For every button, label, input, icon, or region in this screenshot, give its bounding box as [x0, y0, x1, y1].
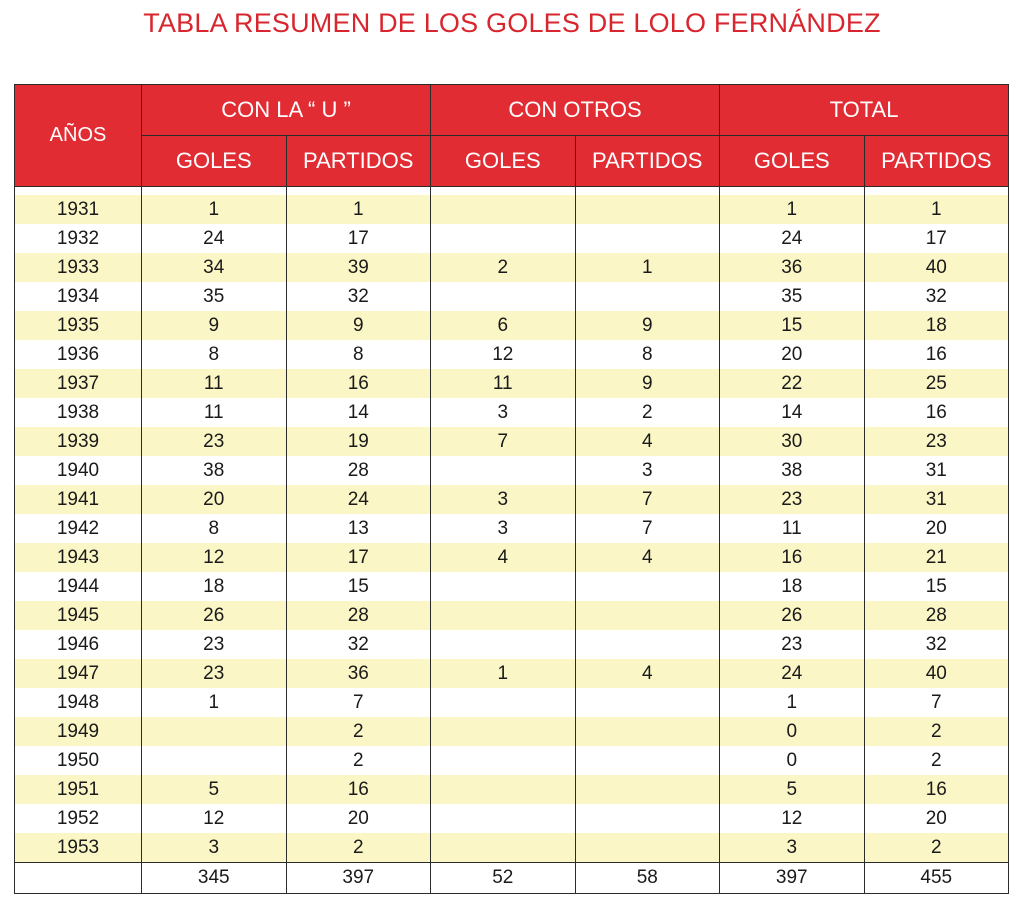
other-goals-cell: 7	[431, 427, 576, 456]
other-matches-cell: 8	[575, 340, 720, 369]
table-row	[15, 543, 1009, 572]
total-matches-cell: 15	[864, 572, 1009, 601]
total-goals-cell: 15	[720, 311, 865, 340]
u-goals-cell: 38	[142, 456, 287, 485]
u-goals-cell: 1	[142, 688, 287, 717]
column-header-matches: PARTIDOS	[864, 136, 1009, 187]
total-goals-cell: 1	[720, 195, 865, 224]
year-cell: 1935	[15, 311, 142, 340]
table-row	[15, 717, 1009, 746]
total-goals-cell: 3	[720, 833, 865, 863]
u-matches-cell: 17	[286, 224, 431, 253]
total-matches-cell: 455	[864, 863, 1009, 894]
year-cell: 1940	[15, 456, 142, 485]
year-cell: 1939	[15, 427, 142, 456]
u-matches-cell: 7	[286, 688, 431, 717]
spacer-cell	[15, 187, 142, 196]
other-goals-cell	[431, 746, 576, 775]
table-row	[15, 746, 1009, 775]
year-cell: 1938	[15, 398, 142, 427]
total-goals-cell: 26	[720, 601, 865, 630]
table-header	[15, 85, 1009, 187]
other-matches-cell	[575, 572, 720, 601]
other-goals-cell	[431, 282, 576, 311]
total-matches-cell: 31	[864, 485, 1009, 514]
total-goals-cell: 23	[720, 630, 865, 659]
u-matches-cell: 16	[286, 775, 431, 804]
table-row	[15, 775, 1009, 804]
total-matches-cell: 40	[864, 253, 1009, 282]
other-matches-cell: 1	[575, 253, 720, 282]
spacer-cell	[720, 187, 865, 196]
u-matches-cell: 20	[286, 804, 431, 833]
u-goals-cell: 26	[142, 601, 287, 630]
table-row	[15, 253, 1009, 282]
year-cell: 1932	[15, 224, 142, 253]
total-matches-cell: 16	[864, 775, 1009, 804]
u-goals-cell: 35	[142, 282, 287, 311]
other-goals-cell: 1	[431, 659, 576, 688]
u-goals-cell	[142, 717, 287, 746]
table-row	[15, 427, 1009, 456]
total-goals-cell: 38	[720, 456, 865, 485]
other-matches-cell	[575, 746, 720, 775]
other-matches-cell: 7	[575, 514, 720, 543]
other-goals-cell	[431, 833, 576, 863]
u-goals-cell: 9	[142, 311, 287, 340]
total-goals-cell: 1	[720, 688, 865, 717]
total-matches-cell: 16	[864, 340, 1009, 369]
other-matches-cell	[575, 224, 720, 253]
other-goals-cell: 3	[431, 514, 576, 543]
other-goals-cell	[431, 775, 576, 804]
group-header-con-la-u: CON LA “ U ”	[142, 85, 431, 136]
other-goals-cell	[431, 804, 576, 833]
other-matches-cell	[575, 688, 720, 717]
other-goals-cell	[431, 195, 576, 224]
total-goals-cell: 16	[720, 543, 865, 572]
table-row	[15, 514, 1009, 543]
total-matches-cell: 7	[864, 688, 1009, 717]
total-matches-cell: 32	[864, 282, 1009, 311]
other-goals-cell	[431, 717, 576, 746]
table-row	[15, 398, 1009, 427]
total-goals-cell: 397	[720, 863, 865, 894]
total-matches-cell: 32	[864, 630, 1009, 659]
column-header-matches: PARTIDOS	[286, 136, 431, 187]
u-goals-cell: 3	[142, 833, 287, 863]
other-goals-cell	[431, 572, 576, 601]
total-matches-cell: 21	[864, 543, 1009, 572]
u-goals-cell	[142, 746, 287, 775]
total-goals-cell: 0	[720, 717, 865, 746]
u-matches-cell: 19	[286, 427, 431, 456]
table-row	[15, 601, 1009, 630]
spacer-cell	[286, 187, 431, 196]
other-matches-cell	[575, 775, 720, 804]
total-goals-cell: 18	[720, 572, 865, 601]
other-matches-cell: 9	[575, 369, 720, 398]
total-goals-cell: 14	[720, 398, 865, 427]
total-goals-cell: 0	[720, 746, 865, 775]
page-title: TABLA RESUMEN DE LOS GOLES DE LOLO FERNÁNDEZ	[143, 8, 881, 38]
column-header-matches: PARTIDOS	[575, 136, 720, 187]
other-goals-cell	[431, 688, 576, 717]
u-matches-cell: 2	[286, 717, 431, 746]
other-goals-cell: 3	[431, 398, 576, 427]
u-goals-cell: 12	[142, 804, 287, 833]
total-goals-cell: 5	[720, 775, 865, 804]
u-goals-cell: 18	[142, 572, 287, 601]
other-matches-cell: 7	[575, 485, 720, 514]
other-matches-cell	[575, 601, 720, 630]
u-goals-cell: 11	[142, 369, 287, 398]
other-matches-cell: 4	[575, 659, 720, 688]
year-cell: 1944	[15, 572, 142, 601]
other-goals-cell: 3	[431, 485, 576, 514]
total-other-goals-cell: 52	[431, 863, 576, 894]
year-cell: 1941	[15, 485, 142, 514]
year-cell: 1931	[15, 195, 142, 224]
spacer-cell	[864, 187, 1009, 196]
total-other-matches-cell: 58	[575, 863, 720, 894]
total-goals-cell: 30	[720, 427, 865, 456]
year-cell: 1936	[15, 340, 142, 369]
other-matches-cell	[575, 717, 720, 746]
table-row	[15, 572, 1009, 601]
total-matches-cell: 2	[864, 717, 1009, 746]
total-u-matches-cell: 397	[286, 863, 431, 894]
goals-summary-table	[14, 84, 1009, 894]
table-row	[15, 833, 1009, 863]
year-cell: 1942	[15, 514, 142, 543]
year-cell: 1951	[15, 775, 142, 804]
total-goals-cell: 20	[720, 340, 865, 369]
u-matches-cell: 2	[286, 833, 431, 863]
total-matches-cell: 28	[864, 601, 1009, 630]
other-goals-cell: 4	[431, 543, 576, 572]
u-goals-cell: 23	[142, 427, 287, 456]
other-matches-cell	[575, 282, 720, 311]
total-matches-cell: 20	[864, 804, 1009, 833]
table-body	[15, 187, 1009, 863]
u-goals-cell: 24	[142, 224, 287, 253]
total-goals-cell: 36	[720, 253, 865, 282]
other-matches-cell: 2	[575, 398, 720, 427]
u-matches-cell: 28	[286, 601, 431, 630]
u-matches-cell: 24	[286, 485, 431, 514]
year-cell: 1948	[15, 688, 142, 717]
u-matches-cell: 32	[286, 630, 431, 659]
u-goals-cell: 11	[142, 398, 287, 427]
u-matches-cell: 16	[286, 369, 431, 398]
table-row	[15, 282, 1009, 311]
u-matches-cell: 9	[286, 311, 431, 340]
table-row	[15, 456, 1009, 485]
u-matches-cell: 28	[286, 456, 431, 485]
total-matches-cell: 16	[864, 398, 1009, 427]
total-u-goals-cell: 345	[142, 863, 287, 894]
other-matches-cell	[575, 833, 720, 863]
u-goals-cell: 1	[142, 195, 287, 224]
u-matches-cell: 32	[286, 282, 431, 311]
spacer-cell	[431, 187, 576, 196]
total-goals-cell: 22	[720, 369, 865, 398]
column-header-goals: GOLES	[720, 136, 865, 187]
year-cell: 1933	[15, 253, 142, 282]
u-goals-cell: 8	[142, 340, 287, 369]
u-goals-cell: 20	[142, 485, 287, 514]
table-row	[15, 195, 1009, 224]
total-matches-cell: 23	[864, 427, 1009, 456]
table-footer	[15, 863, 1009, 894]
total-goals-cell: 24	[720, 224, 865, 253]
year-cell: 1943	[15, 543, 142, 572]
u-matches-cell: 14	[286, 398, 431, 427]
u-matches-cell: 13	[286, 514, 431, 543]
total-goals-cell: 35	[720, 282, 865, 311]
year-cell: 1945	[15, 601, 142, 630]
group-header-total: TOTAL	[720, 85, 1009, 136]
u-matches-cell: 15	[286, 572, 431, 601]
other-goals-cell: 12	[431, 340, 576, 369]
other-matches-cell	[575, 804, 720, 833]
table-row	[15, 369, 1009, 398]
column-header-goals: GOLES	[142, 136, 287, 187]
other-goals-cell	[431, 456, 576, 485]
table-row	[15, 804, 1009, 833]
table-row	[15, 659, 1009, 688]
u-goals-cell: 23	[142, 630, 287, 659]
other-matches-cell	[575, 195, 720, 224]
table-row	[15, 340, 1009, 369]
total-matches-cell: 2	[864, 833, 1009, 863]
u-goals-cell: 23	[142, 659, 287, 688]
totals-row	[15, 863, 1009, 894]
year-cell: 1950	[15, 746, 142, 775]
total-matches-cell: 25	[864, 369, 1009, 398]
other-goals-cell: 6	[431, 311, 576, 340]
totals-label-cell	[15, 863, 142, 894]
total-matches-cell: 17	[864, 224, 1009, 253]
total-goals-cell: 23	[720, 485, 865, 514]
total-matches-cell: 31	[864, 456, 1009, 485]
total-matches-cell: 2	[864, 746, 1009, 775]
table-row	[15, 485, 1009, 514]
u-goals-cell: 8	[142, 514, 287, 543]
year-cell: 1953	[15, 833, 142, 863]
table-row	[15, 311, 1009, 340]
u-goals-cell: 34	[142, 253, 287, 282]
year-cell: 1934	[15, 282, 142, 311]
total-matches-cell: 1	[864, 195, 1009, 224]
other-matches-cell: 4	[575, 543, 720, 572]
year-cell: 1949	[15, 717, 142, 746]
table-row	[15, 224, 1009, 253]
u-matches-cell: 17	[286, 543, 431, 572]
total-goals-cell: 24	[720, 659, 865, 688]
goals-summary-table-container	[14, 84, 1008, 894]
u-matches-cell: 39	[286, 253, 431, 282]
other-goals-cell	[431, 601, 576, 630]
years-column-header: AÑOS	[15, 85, 142, 187]
table-spacer-row	[15, 187, 1009, 196]
spacer-cell	[575, 187, 720, 196]
table-row	[15, 688, 1009, 717]
u-matches-cell: 1	[286, 195, 431, 224]
table-row	[15, 630, 1009, 659]
other-goals-cell	[431, 224, 576, 253]
year-cell: 1947	[15, 659, 142, 688]
other-matches-cell	[575, 630, 720, 659]
other-goals-cell	[431, 630, 576, 659]
year-cell: 1937	[15, 369, 142, 398]
other-goals-cell: 11	[431, 369, 576, 398]
other-matches-cell: 9	[575, 311, 720, 340]
year-cell: 1946	[15, 630, 142, 659]
spacer-cell	[142, 187, 287, 196]
total-matches-cell: 20	[864, 514, 1009, 543]
other-matches-cell: 4	[575, 427, 720, 456]
other-matches-cell: 3	[575, 456, 720, 485]
u-matches-cell: 36	[286, 659, 431, 688]
u-goals-cell: 5	[142, 775, 287, 804]
column-header-goals: GOLES	[431, 136, 576, 187]
total-matches-cell: 40	[864, 659, 1009, 688]
year-cell: 1952	[15, 804, 142, 833]
group-header-con-otros: CON OTROS	[431, 85, 720, 136]
u-matches-cell: 2	[286, 746, 431, 775]
u-goals-cell: 12	[142, 543, 287, 572]
u-matches-cell: 8	[286, 340, 431, 369]
total-matches-cell: 18	[864, 311, 1009, 340]
other-goals-cell: 2	[431, 253, 576, 282]
total-goals-cell: 12	[720, 804, 865, 833]
total-goals-cell: 11	[720, 514, 865, 543]
